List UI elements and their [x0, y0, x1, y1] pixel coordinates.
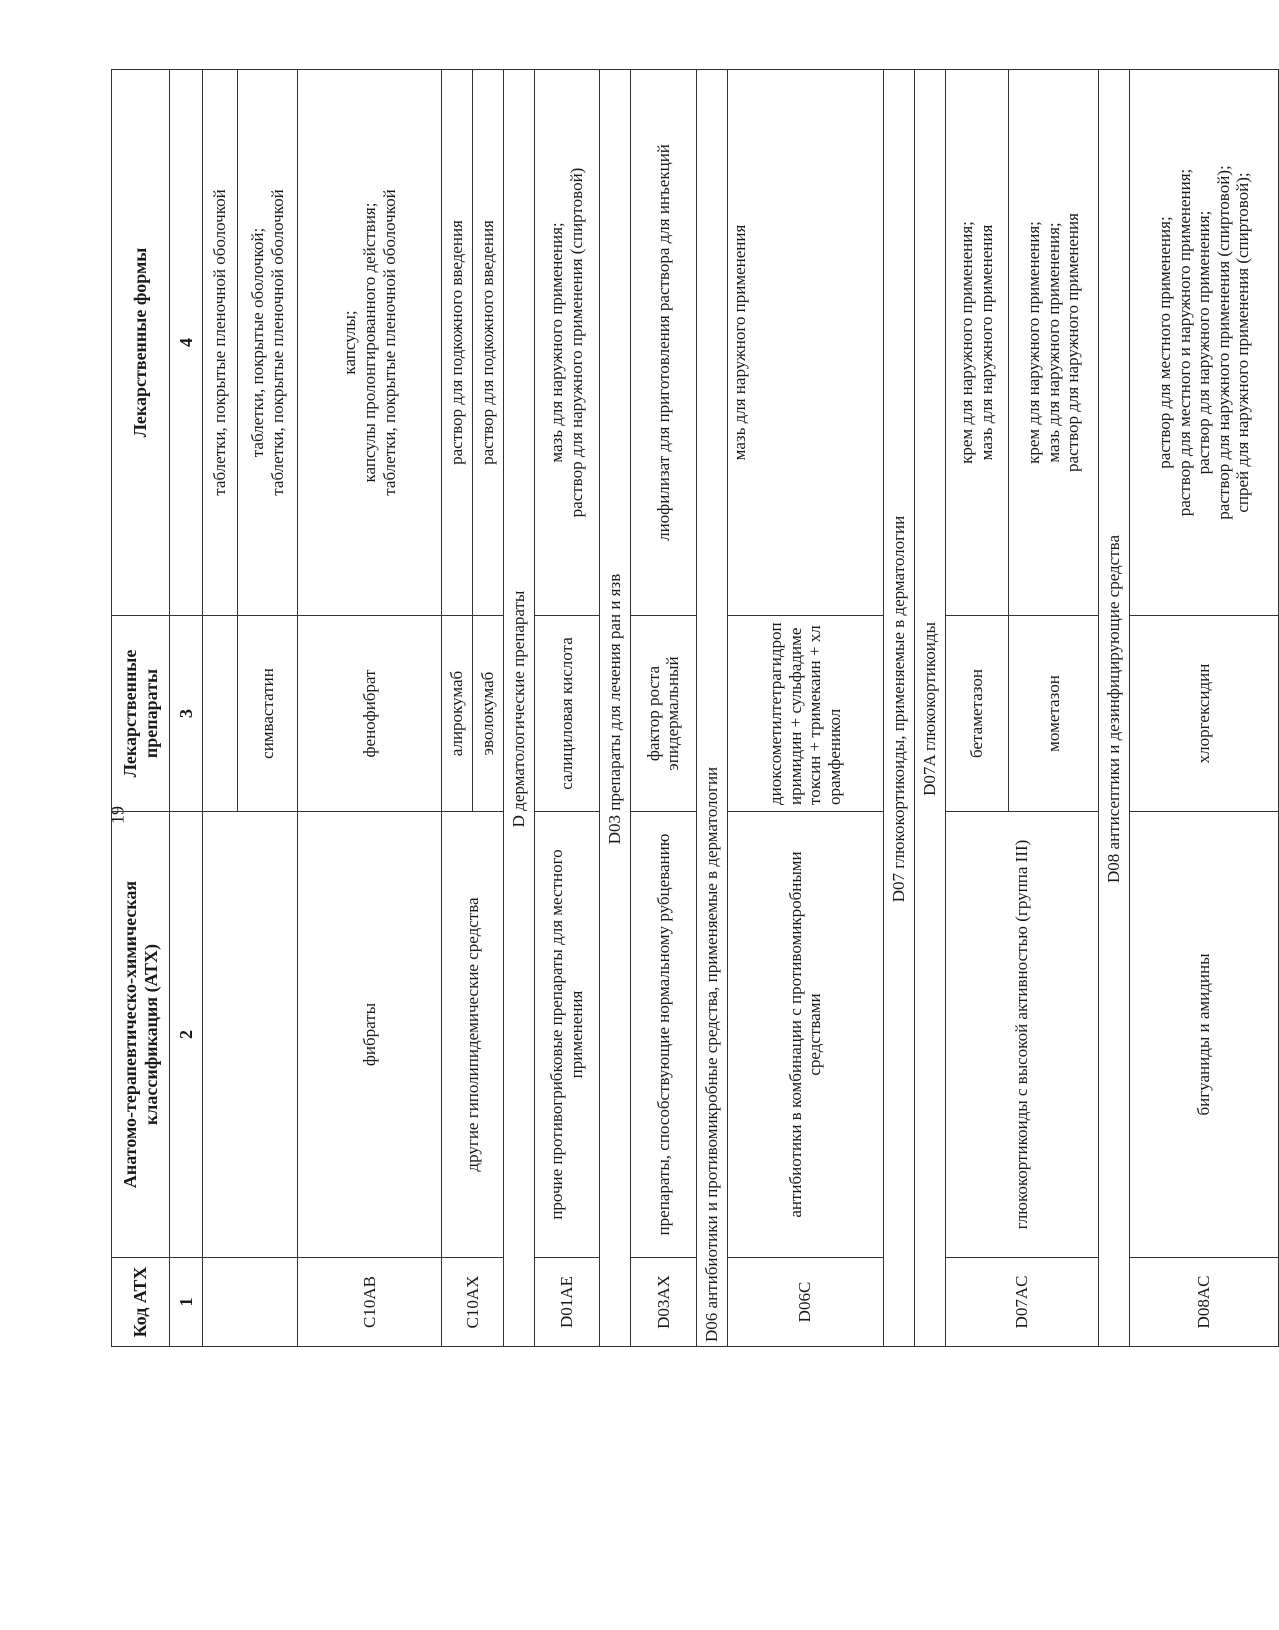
cell-code: D08AC — [1130, 1258, 1279, 1347]
col-number: 2 — [170, 812, 202, 1258]
section-title: D07A глюкокортикоиды — [914, 70, 945, 1347]
cell-forms: раствор для местного применения; раствор для местного и наружного применения; раствор для наружного применения; раствор для наружного применения (спиртовой); спрей для наружного применения (спиртовой); — [1130, 70, 1279, 616]
rotated-table-wrapper — [111, 70, 1279, 1347]
cell-code: D01AE — [534, 1258, 600, 1347]
cell-drug: бетаметазон — [945, 616, 1008, 812]
table-row — [631, 70, 697, 1347]
drug-table — [111, 69, 1279, 1347]
cell-forms: лиофилизат для приготовления раствора для инъекций — [631, 70, 697, 616]
cell-drug: мометазон — [1008, 616, 1099, 812]
cell-code: D07AC — [945, 1258, 1099, 1347]
col-number: 3 — [170, 616, 202, 812]
section-row — [696, 70, 727, 1347]
header-drugs: Лекарственные препараты — [112, 616, 170, 812]
cell-drug: салициловая кислота — [534, 616, 600, 812]
section-row — [503, 70, 534, 1347]
cell-forms: раствор для подкожного введения — [472, 70, 503, 616]
header-code: Код АТХ — [112, 1258, 170, 1347]
table-row — [202, 70, 237, 1347]
cell-forms: крем для наружного применения; мазь для наружного применения; раствор для наружного применения — [1008, 70, 1099, 616]
page-number: 19 — [107, 806, 128, 824]
header-classification: Анатомо-терапевтическо-химическая классификация (АТХ) — [112, 812, 170, 1258]
cell-code: C10AX — [442, 1258, 504, 1347]
section-row — [600, 70, 631, 1347]
cell-class: препараты, способствующие нормальному рубцеванию — [631, 812, 697, 1258]
cell-code: C10AB — [298, 1258, 442, 1347]
table-row — [1130, 70, 1279, 1347]
table-header-row — [112, 70, 170, 1347]
cell-forms: мазь для наружного применения — [727, 70, 883, 616]
cell-drug: хлоргексидин — [1130, 616, 1279, 812]
table-row — [945, 70, 1008, 1347]
cell-class: другие гиполипидемические средства — [442, 812, 504, 1258]
cell-forms: крем для наружного применения; мазь для наружного применения — [945, 70, 1008, 616]
column-number-row — [170, 70, 202, 1347]
section-title: D06 антибиотики и противомикробные средства, применяемые в дерматологии — [696, 70, 727, 1347]
cell-forms: раствор для подкожного введения — [442, 70, 473, 616]
table-row — [442, 70, 473, 1347]
section-title: D03 препараты для лечения ран и язв — [600, 70, 631, 1347]
col-number: 4 — [170, 70, 202, 616]
section-row — [1099, 70, 1130, 1347]
table-row — [298, 70, 442, 1347]
cell-drug: алирокумаб — [442, 616, 473, 812]
cell-class: антибиотики в комбинации с противомикробными средствами — [727, 812, 883, 1258]
cell-drug — [202, 616, 237, 812]
cell-code — [202, 1258, 298, 1347]
cell-class: прочие противогрибковые препараты для местного применения — [534, 812, 600, 1258]
col-number: 1 — [170, 1258, 202, 1347]
table-row — [534, 70, 600, 1347]
cell-drug: фактор роста эпидермальный — [631, 616, 697, 812]
cell-drug: фенофибрат — [298, 616, 442, 812]
cell-drug: эволокумаб — [472, 616, 503, 812]
cell-forms: таблетки, покрытые оболочкой; таблетки, покрытые пленочной оболочкой — [238, 70, 298, 616]
cell-drug: диоксометилтетрагидропиримидин + сульфадиметоксин + тримекаин + хлорамфеникол — [727, 616, 883, 812]
cell-class: глюкокортикоиды с высокой активностью (группа III) — [945, 812, 1099, 1258]
table-row — [727, 70, 883, 1347]
cell-forms: мазь для наружного применения; раствор для наружного применения (спиртовой) — [534, 70, 600, 616]
section-title: D08 антисептики и дезинфицирующие средства — [1099, 70, 1130, 1347]
cell-code: D06C — [727, 1258, 883, 1347]
cell-code: D03AX — [631, 1258, 697, 1347]
header-forms: Лекарственные формы — [112, 70, 170, 616]
cell-drug: симвастатин — [238, 616, 298, 812]
section-row — [914, 70, 945, 1347]
section-title: D07 глюкокортикоиды, применяемые в дерматологии — [883, 70, 914, 1347]
cell-forms: таблетки, покрытые пленочной оболочкой — [202, 70, 237, 616]
section-row — [883, 70, 914, 1347]
cell-class — [202, 812, 298, 1258]
cell-forms: капсулы; капсулы пролонгированного действия; таблетки, покрытые пленочной оболочкой — [298, 70, 442, 616]
cell-class: фибраты — [298, 812, 442, 1258]
cell-class: бигуаниды и амидины — [1130, 812, 1279, 1258]
section-title: D дерматологические препараты — [503, 70, 534, 1347]
